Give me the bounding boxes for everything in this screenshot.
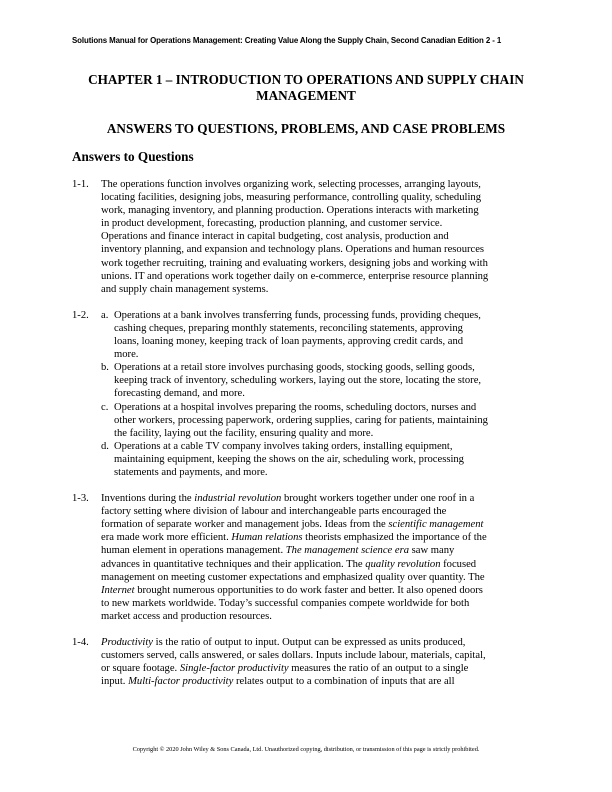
answer-number: 1-3. [72,493,89,505]
text-line: Internet brought numerous opportunities to do work faster and better. It also opened doors [101,584,483,596]
text-line: Operations at a hospital involves preparing the rooms, scheduling doctors, nurses and [114,401,477,413]
answer-1-4 [72,636,544,688]
text-line: human element in operations management. The management science era saw many [101,545,455,557]
text-line: unions. IT and operations work together daily on e-commerce, enterprise resource planning [101,270,489,282]
text-line: and supply chain management systems. [101,283,269,295]
text-line: keeping track of inventory, scheduling workers, laying out the store, locating the store, [114,375,482,387]
chapter-title-line-1: CHAPTER 1 – INTRODUCTION TO OPERATIONS AND SUPPLY CHAIN [88,72,524,87]
running-header: Solutions Manual for Operations Management: Creating Value Along the Supply Chain, Second Canadian Edition 2 - 1 [72,36,502,45]
text-line: customers served, calls answered, or sales dollars. Inputs include labour, materials, capital, [101,650,486,662]
text-line: maintaining equipment, keeping the shows on the air, scheduling work, processing [114,453,464,465]
text-line: work together recruiting, training and evaluating workers, designing jobs and working with [101,257,488,269]
text-line: inventory planning, and expansion and technology plans. Operations and human resources [101,244,485,256]
answer-number: 1-1. [72,179,89,190]
sub-text [114,440,544,479]
answer-1-3 [72,492,544,623]
chapter-title-line-2: MANAGEMENT [256,88,356,103]
answer-number: 1-4. [72,637,89,648]
text-line: in product development, forecasting, production planning, and customer service. [101,218,443,230]
text-line: cashing cheques, preparing monthly statements, reconciling statements, approving [114,322,463,334]
answer-text [101,178,544,296]
answer-1-2-a [101,309,544,361]
sub-letter: d. [101,440,109,452]
text-line: locating facilities, designing jobs, measuring performance, controlling quality, scheduling [101,192,482,204]
text-line: advances in quantitative techniques and their application. The quality revolution focused [101,558,477,570]
answer-number: 1-2. [72,309,89,321]
text-line: more. [114,349,139,361]
answer-1-2-d [101,440,544,479]
answer-1-2-b [101,361,544,400]
text-line: statements and payments, and more. [114,466,268,478]
section-heading: Answers to Questions [72,149,194,164]
sub-letter: b. [101,362,109,374]
text-line: or square footage. Single-factor productivity measures the ratio of an output to a single [101,663,469,675]
text-line: other workers, processing paperwork, ordering supplies, caring for patients, maintaining [114,414,488,426]
text-line: loans, loaning money, keeping track of loan payments, approving credit cards, and [114,336,464,348]
sub-text [114,361,544,400]
sub-text [114,401,544,440]
text-line: The operations function involves organizing work, selecting processes, arranging layouts, [101,179,481,190]
text-line: factory setting where division of labour and interchangeable parts encouraged the [101,506,447,518]
text-line: market access and production resources. [101,610,272,622]
sub-letter: a. [101,309,109,321]
answer-1-2 [72,309,544,479]
text-line: the facility, laying out the facility, ensuring quality and more. [114,427,374,439]
text-line: Operations at a retail store involves purchasing goods, stocking goods, selling goods, [114,362,475,374]
answers-body [72,178,544,701]
subtitle: ANSWERS TO QUESTIONS, PROBLEMS, AND CASE PROBLEMS [106,121,506,136]
chapter-title [72,72,540,104]
text-line: work, managing inventory, and planning production. Operations interacts with marketing [101,205,479,217]
text-line: input. Multi-factor productivity relates output to a combination of inputs that are all [101,676,455,688]
sub-letter: c. [101,401,109,413]
text-line: formation of separate worker and management jobs. Ideas from the scientific management [101,519,484,531]
answer-text [101,636,544,688]
copyright-footer: Copyright © 2020 John Wiley & Sons Canada, Ltd. Unauthorized copying, distribution, or transmission of this page is strictly prohibited. [132,746,480,753]
text-line: Productivity is the ratio of output to input. Output can be expressed as units produced, [101,637,466,648]
text-line: Inventions during the industrial revolution brought workers together under one roof in a [101,493,475,505]
answer-1-2-c [101,401,544,440]
text-line: management on meeting customer expectations and emphasized quality over quantity. The [101,571,485,583]
text-line: to new markets worldwide. Today’s successful companies compete worldwide for both [101,597,470,609]
text-line: Operations and finance interact in capital budgeting, cost analysis, production and [101,231,449,243]
text-line: Operations at a cable TV company involves taking orders, installing equipment, [114,440,453,452]
answer-1-1 [72,178,544,296]
answer-text [101,492,544,623]
sub-text [114,309,544,361]
text-line: forecasting demand, and more. [114,388,245,400]
text-line: Operations at a bank involves transferring funds, processing funds, providing cheques, [114,309,481,321]
text-line: era made work more efficient. Human relations theorists emphasized the importance of the [101,532,487,544]
